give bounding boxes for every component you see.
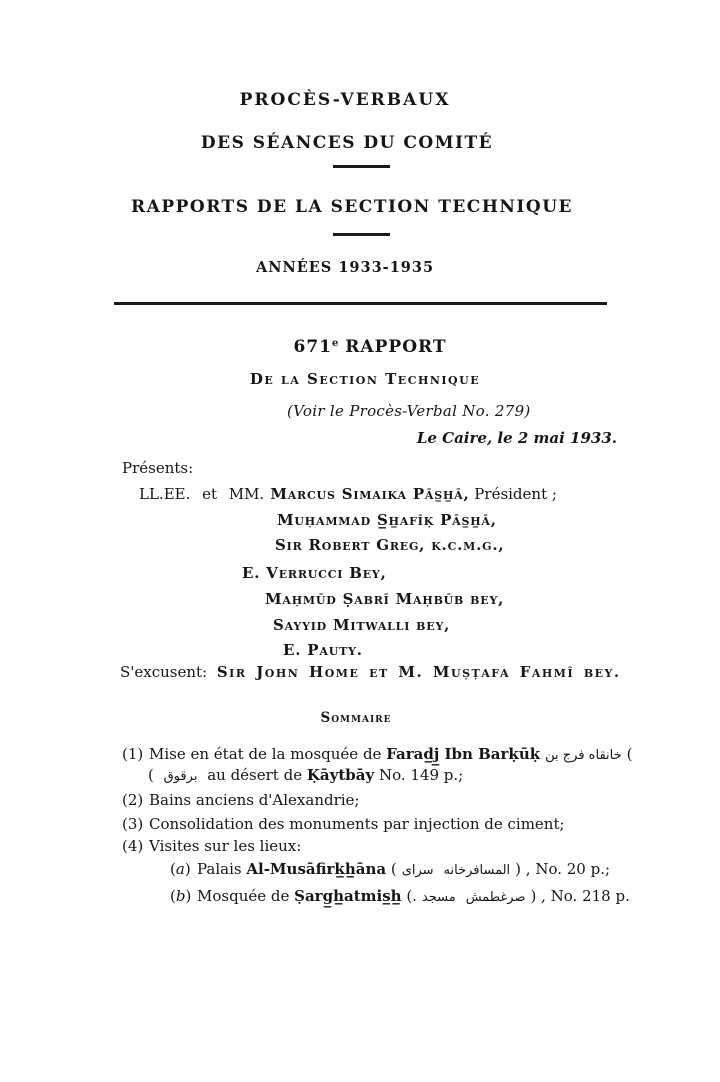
item-4a-number: [170, 860, 197, 878]
report-section-subtitle: De la Section Technique: [249, 370, 481, 388]
sommaire-item-2: [122, 791, 360, 809]
sommaire-item-4a: [170, 860, 610, 878]
item-4a-text: Palais: [197, 860, 247, 878]
attendee-name: E. Verrucci Bey,: [242, 564, 387, 582]
item-letter: a: [175, 860, 185, 878]
president-name: Marcus Simaika Pās̲h̲ā,: [264, 485, 470, 503]
arabic-text-masjid: مسجد: [421, 890, 456, 905]
paren-open: (: [626, 745, 633, 763]
item-1-text-continued: au désert de: [202, 766, 307, 784]
paren-close: (: [148, 766, 159, 784]
excused-line: [120, 663, 621, 681]
masthead-years: ANNÉES 1933-1935: [255, 259, 435, 276]
report-ordinal-suffix: e: [332, 338, 339, 349]
item-4b-monument-name: Ṣarg̲h̲atmis̲h̲: [294, 887, 402, 905]
attendee-name: Sir Robert Greg, k.c.m.g.,: [275, 536, 505, 554]
paren: (: [170, 860, 176, 878]
arabic-text-saray: سراى: [401, 863, 434, 878]
item-4-number: (4): [122, 837, 144, 855]
attendee-name: Maḥmūd Ṣabrī Maḥbūb bey,: [265, 590, 505, 608]
sommaire-item-1-line-1: [122, 745, 633, 763]
paren-close: ): [530, 887, 542, 905]
arabic-text-musafirkhana: المسافرخانه: [443, 863, 511, 878]
sommaire-item-1-line-2: [148, 766, 463, 784]
sommaire-heading: Sommaire: [320, 710, 392, 726]
item-4b-page-ref: , No. 218 p.: [541, 887, 630, 905]
attendee-name: Sayyid Mitwalli bey,: [273, 616, 451, 634]
masthead-title-line2: DES SÉANCES DU COMITÉ: [200, 133, 494, 153]
paren: ): [184, 860, 191, 878]
masthead-title-line3: RAPPORTS DE LA SECTION TECHNIQUE: [131, 197, 573, 217]
item-1-number: (1): [122, 745, 144, 763]
paren-open: (.: [401, 887, 417, 905]
masthead-title-line1: PROCÈS-VERBAUX: [239, 90, 451, 110]
report-number-heading: [10, 337, 720, 357]
president-title: Président ;: [469, 485, 557, 503]
report-dateline: Le Caire, le 2 mai 1933.: [416, 429, 617, 447]
item-1-page-ref: No. 149 p.;: [374, 766, 464, 784]
item-4a-page-ref: , No. 20 p.;: [525, 860, 611, 878]
arabic-text-sarghatmish: صرغطمش: [465, 890, 526, 905]
attendance-intro: LL.EE. et MM.: [139, 485, 265, 503]
sommaire-item-3: [122, 815, 565, 833]
arabic-text-barquq: برقوق: [163, 769, 198, 784]
report-title-word: RAPPORT: [338, 337, 447, 357]
presents-label: Présents:: [122, 459, 194, 477]
divider-rule-long: [114, 302, 607, 305]
paren: (: [170, 887, 176, 905]
item-4b-text: Mosquée de: [197, 887, 295, 905]
item-4b-number: [170, 887, 197, 905]
attendee-name: E. Pauty.: [283, 641, 363, 659]
attendee-name: Muḥammad S̲h̲afīḳ Pās̲h̲ā,: [277, 511, 497, 529]
report-number: 671: [293, 337, 333, 357]
item-3-number: (3): [122, 815, 144, 833]
excused-label: S'excusent:: [120, 663, 208, 681]
item-1-qaytbay-name: Ḳāytbāy: [306, 766, 375, 784]
item-letter: b: [175, 887, 186, 905]
excused-names: Sir John Home et M. Muṣṭafa Fahmî bey.: [207, 663, 621, 681]
item-3-text: Consolidation des monuments par injection de ciment;: [149, 815, 565, 833]
sommaire-item-4: [122, 837, 301, 855]
paren-open: (: [386, 860, 397, 878]
divider-rule-short-1: [333, 165, 390, 168]
arabic-text-khanqah: خانقاه فرج بن: [545, 748, 622, 763]
item-4a-monument-name: Al-Musāfirk̲h̲āna: [246, 860, 387, 878]
item-4-text: Visites sur les lieux:: [149, 837, 302, 855]
paren-close: ): [515, 860, 526, 878]
divider-rule-short-2: [333, 233, 390, 236]
item-2-text: Bains anciens d'Alexandrie;: [149, 791, 360, 809]
item-1-monument-name: Farad̲j̲ Ibn Barḳūḳ: [386, 745, 541, 763]
paren: ): [185, 887, 192, 905]
report-reference: (Voir le Procès-Verbal No. 279): [287, 402, 531, 420]
item-2-number: (2): [122, 791, 144, 809]
sommaire-item-4b: [170, 887, 630, 905]
item-1-text: Mise en état de la mosquée de: [149, 745, 387, 763]
attendance-first-line: [139, 485, 557, 503]
